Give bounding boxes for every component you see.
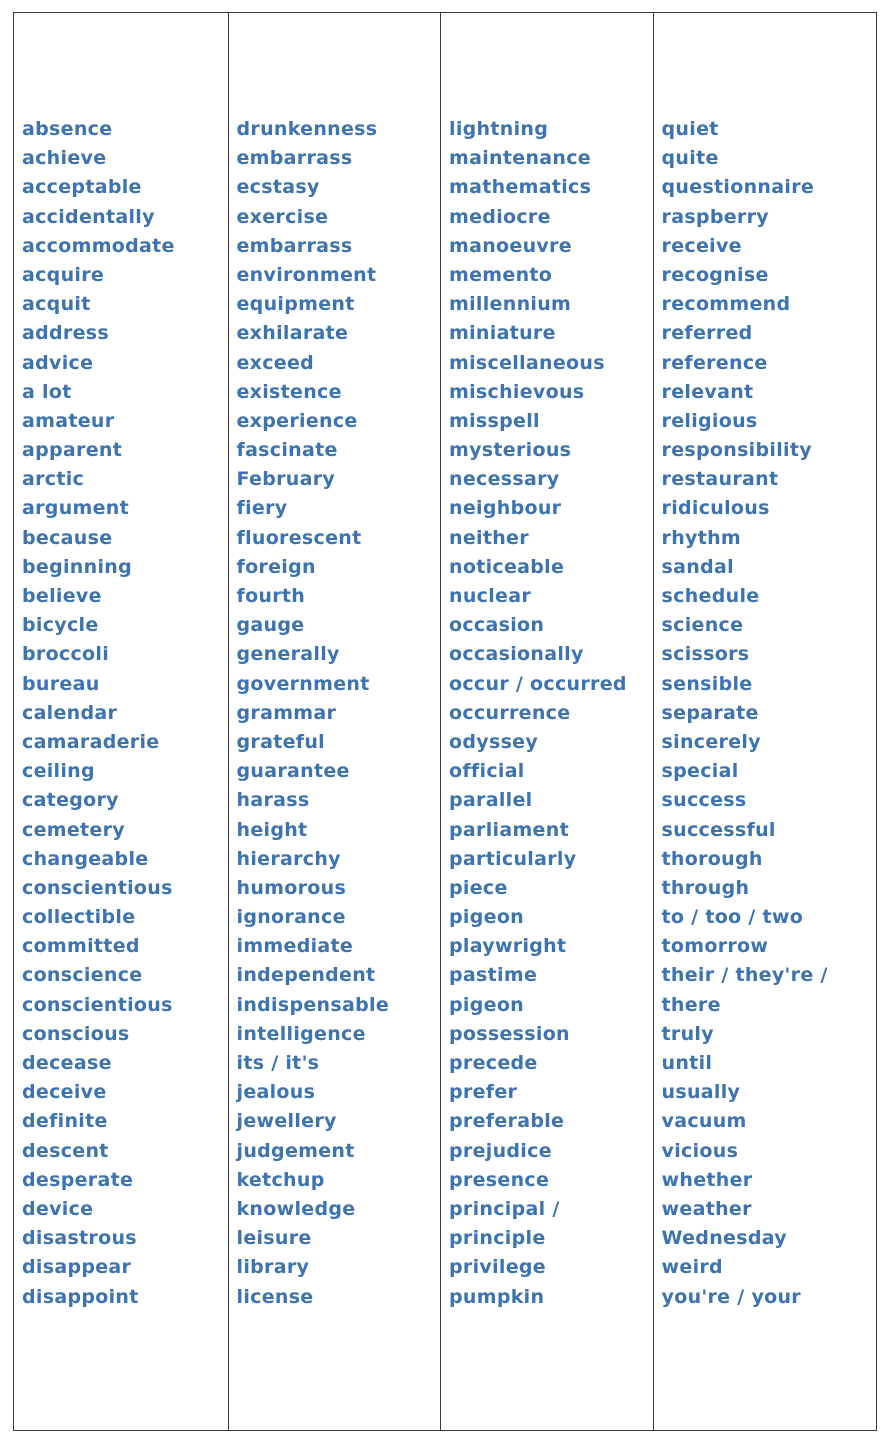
spelling-word: quiet <box>661 118 719 140</box>
spelling-word: neighbour <box>449 497 562 520</box>
spelling-word: through <box>661 876 750 899</box>
spelling-word: misspell <box>449 409 540 432</box>
spelling-word: environment <box>236 263 377 286</box>
spelling-word: playwright <box>449 935 567 958</box>
spelling-word: intelligence <box>236 1022 366 1045</box>
spelling-word: immediate <box>236 935 354 958</box>
spelling-word: quite <box>661 147 719 170</box>
spelling-word: millennium <box>449 293 572 316</box>
spelling-word: science <box>661 614 744 637</box>
spelling-word: embarrass <box>236 234 353 257</box>
spelling-word: fluorescent <box>236 526 362 549</box>
spelling-word: ceiling <box>22 760 95 783</box>
spelling-word: arctic <box>22 468 85 491</box>
spelling-word: beginning <box>22 555 132 578</box>
spelling-word: mediocre <box>449 205 551 228</box>
spelling-word: government <box>236 672 370 695</box>
spelling-word: exercise <box>236 205 329 228</box>
spelling-word: committed <box>22 935 140 958</box>
spelling-word: weather <box>661 1197 752 1220</box>
spelling-word: acceptable <box>22 176 142 199</box>
spelling-word: conscience <box>22 964 143 987</box>
spelling-word: deceive <box>22 1081 107 1104</box>
spelling-word: possession <box>449 1022 570 1045</box>
spelling-word: definite <box>22 1110 108 1133</box>
spelling-word: sensible <box>661 672 753 695</box>
spelling-word: tomorrow <box>661 935 769 958</box>
spelling-word: ketchup <box>236 1168 325 1191</box>
spelling-word: generally <box>236 643 340 666</box>
spelling-word: grateful <box>236 730 325 753</box>
spelling-word: jewellery <box>236 1110 337 1133</box>
spelling-word: humorous <box>236 876 347 899</box>
word-column-2 <box>228 13 441 1430</box>
spelling-word: broccoli <box>22 643 110 666</box>
spelling-word: their / they're / <box>661 964 828 987</box>
spelling-word: because <box>22 526 113 549</box>
spelling-word: acquit <box>22 293 91 316</box>
spelling-word: separate <box>661 701 759 724</box>
spelling-word: lightning <box>449 118 549 140</box>
spelling-word: piece <box>449 876 508 899</box>
spelling-word: February <box>236 468 336 491</box>
spelling-word: descent <box>22 1139 109 1162</box>
spelling-word: you're / your <box>661 1285 801 1308</box>
spelling-word: ignorance <box>236 906 346 929</box>
spelling-word: rhythm <box>661 526 742 549</box>
spelling-word: bureau <box>22 672 100 695</box>
spelling-word: Wednesday <box>661 1227 787 1250</box>
spelling-word: accommodate <box>22 234 175 257</box>
spelling-word: desperate <box>22 1168 134 1191</box>
spelling-word: nuclear <box>449 585 532 607</box>
spelling-word: thorough <box>661 847 763 870</box>
spelling-word: conscientious <box>22 993 173 1016</box>
spelling-word: pigeon <box>449 906 524 929</box>
spelling-word: miniature <box>449 322 556 345</box>
spelling-word: license <box>236 1285 314 1308</box>
spelling-word: mysterious <box>449 439 572 462</box>
spelling-word: ecstasy <box>236 176 320 199</box>
spelling-word: accidentally <box>22 205 155 228</box>
spelling-word: camaraderie <box>22 730 160 753</box>
spelling-word: independent <box>236 964 376 987</box>
spelling-word: indispensable <box>236 993 390 1016</box>
spelling-word: disastrous <box>22 1227 137 1250</box>
spelling-word: occasion <box>449 614 545 637</box>
spelling-word: until <box>661 1052 713 1074</box>
spelling-word: necessary <box>449 468 560 491</box>
spelling-word: parliament <box>449 818 569 841</box>
spelling-word: cemetery <box>22 818 125 841</box>
spelling-word: harass <box>236 789 310 812</box>
spelling-word: principal / <box>449 1197 560 1220</box>
spelling-word: vacuum <box>661 1110 747 1133</box>
spelling-word: pastime <box>449 964 538 987</box>
spelling-word: guarantee <box>236 760 350 783</box>
spelling-word: restaurant <box>661 468 779 491</box>
spelling-word: responsibility <box>661 439 812 462</box>
spelling-word: foreign <box>236 555 316 578</box>
spelling-word: religious <box>661 409 758 432</box>
spelling-word: amateur <box>22 409 115 432</box>
spelling-word: maintenance <box>449 147 591 170</box>
spelling-word: principle <box>449 1227 546 1250</box>
spelling-word: acquire <box>22 263 105 286</box>
spelling-word: successful <box>661 818 776 841</box>
spelling-word: usually <box>661 1081 741 1104</box>
spelling-word: apparent <box>22 439 123 462</box>
spelling-word: relevant <box>661 380 754 403</box>
spelling-word: schedule <box>661 585 760 607</box>
spelling-word: truly <box>661 1022 714 1045</box>
spelling-word: preferable <box>449 1110 565 1133</box>
spelling-word: sandal <box>661 555 734 578</box>
spelling-word: fiery <box>236 497 288 520</box>
spelling-word: disappear <box>22 1256 132 1279</box>
spelling-word: neither <box>449 526 529 549</box>
spelling-word: parallel <box>449 789 533 812</box>
spelling-word: occasionally <box>449 643 584 666</box>
spelling-word: official <box>449 760 525 783</box>
spelling-word: collectible <box>22 906 136 929</box>
spelling-word: its / it's <box>236 1052 320 1074</box>
spelling-word: absence <box>22 118 113 140</box>
spelling-word: believe <box>22 585 102 607</box>
spelling-word: conscious <box>22 1022 130 1045</box>
spelling-word: odyssey <box>449 730 539 753</box>
word-column-3 <box>440 13 653 1430</box>
spelling-word: vicious <box>661 1139 739 1162</box>
spelling-word: there <box>661 993 721 1016</box>
spelling-word: address <box>22 322 109 345</box>
spelling-word: mischievous <box>449 380 585 403</box>
spelling-word: changeable <box>22 847 149 870</box>
spelling-word: mathematics <box>449 176 592 199</box>
spelling-word: gauge <box>236 614 305 637</box>
spelling-word: knowledge <box>236 1197 356 1220</box>
spelling-word: whether <box>661 1168 753 1191</box>
spelling-word: embarrass <box>236 147 353 170</box>
spelling-word: pumpkin <box>449 1285 545 1308</box>
spelling-word: decease <box>22 1052 112 1074</box>
spelling-word: leisure <box>236 1227 312 1250</box>
spelling-word: referred <box>661 322 753 345</box>
spelling-word: presence <box>449 1168 550 1191</box>
spelling-word: argument <box>22 497 130 520</box>
spelling-word: miscellaneous <box>449 351 605 374</box>
word-column-1 <box>14 13 228 1430</box>
spelling-word: exhilarate <box>236 322 349 345</box>
spelling-word: device <box>22 1197 94 1220</box>
spelling-word: weird <box>661 1256 723 1279</box>
spelling-word: library <box>236 1256 310 1279</box>
spelling-word: recognise <box>661 263 769 286</box>
spelling-word-table <box>13 12 877 1431</box>
spelling-word: experience <box>236 409 358 432</box>
spelling-word: privilege <box>449 1256 546 1279</box>
spelling-word: precede <box>449 1052 538 1074</box>
spelling-word: height <box>236 818 308 841</box>
spelling-word: manoeuvre <box>449 234 572 257</box>
spelling-word: fascinate <box>236 439 338 462</box>
spelling-word: equipment <box>236 293 355 316</box>
spelling-word: recommend <box>661 293 791 316</box>
spelling-word: jealous <box>236 1081 316 1104</box>
spelling-word: prefer <box>449 1081 518 1104</box>
spelling-word: receive <box>661 234 742 257</box>
spelling-word: ridiculous <box>661 497 770 520</box>
spelling-word: pigeon <box>449 993 524 1016</box>
spelling-word: grammar <box>236 701 337 724</box>
spelling-word: to / too / two <box>661 906 804 929</box>
spelling-word: existence <box>236 380 342 403</box>
spelling-word: a lot <box>22 380 72 403</box>
spelling-word: drunkenness <box>236 118 378 140</box>
word-column-4 <box>653 13 876 1430</box>
spelling-word: fourth <box>236 585 306 607</box>
spelling-word: particularly <box>449 847 577 870</box>
spelling-word: questionnaire <box>661 176 815 199</box>
spelling-word: success <box>661 789 747 812</box>
spelling-word: advice <box>22 351 94 374</box>
spelling-word: disappoint <box>22 1285 139 1308</box>
spelling-word: special <box>661 760 739 783</box>
spelling-word: raspberry <box>661 205 769 228</box>
spelling-word: occur / occurred <box>449 672 627 695</box>
spelling-word: bicycle <box>22 614 99 637</box>
spelling-word: reference <box>661 351 768 374</box>
spelling-word: achieve <box>22 147 107 170</box>
spelling-word: judgement <box>236 1139 355 1162</box>
spelling-word: scissors <box>661 643 750 666</box>
spelling-word: calendar <box>22 701 118 724</box>
spelling-word: exceed <box>236 351 315 374</box>
spelling-word: hierarchy <box>236 847 341 870</box>
spelling-word: conscientious <box>22 876 173 899</box>
spelling-word: noticeable <box>449 555 565 578</box>
spelling-word: occurrence <box>449 701 571 724</box>
spelling-word: category <box>22 789 119 812</box>
spelling-word: memento <box>449 263 553 286</box>
spelling-word: prejudice <box>449 1139 552 1162</box>
spelling-word: sincerely <box>661 730 761 753</box>
